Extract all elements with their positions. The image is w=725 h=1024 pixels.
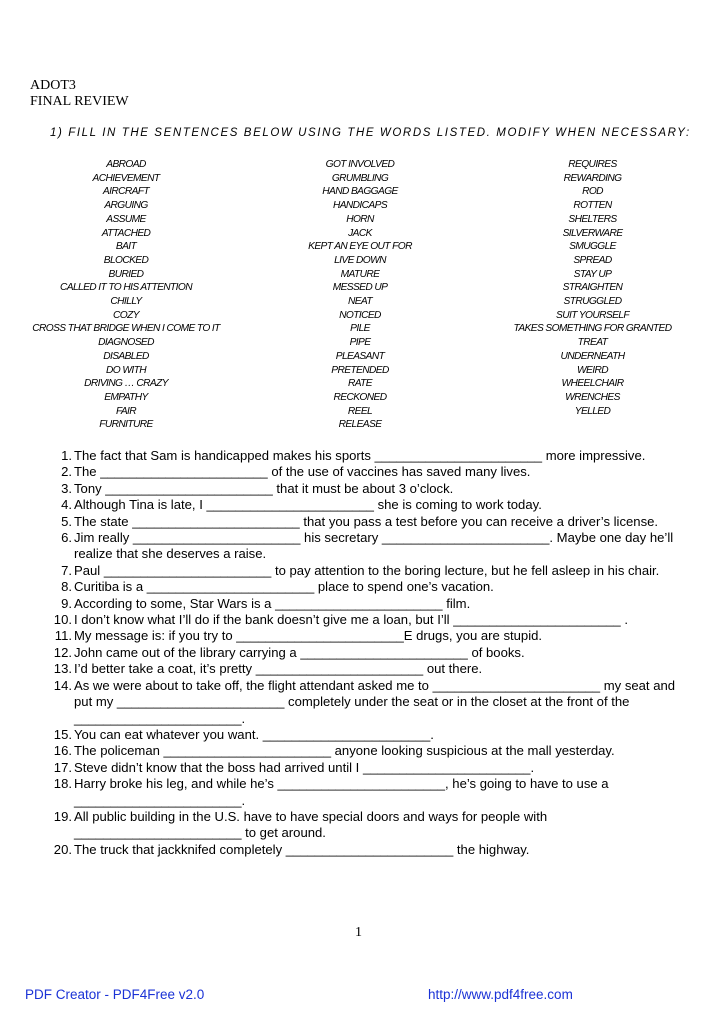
document-header <box>30 78 129 110</box>
word-list-item: MESSED UP <box>332 282 388 294</box>
exercise-sentence: Jim really _______________________ his secretary _______________________. Maybe one day he’ll realize that she deserves a raise. <box>74 530 674 562</box>
exercise-number: 13. <box>53 661 72 677</box>
exercise-item <box>48 497 678 513</box>
word-list-item: ASSUME <box>106 213 146 225</box>
exercise-sentence: The truck that jackknifed completely _______________________ the highway. <box>74 841 530 857</box>
exercise-number: 14. <box>53 677 72 693</box>
word-list-item: UNDERNEATH <box>560 350 625 362</box>
word-list-item: MATURE <box>340 268 380 280</box>
word-list-item: ROTTEN <box>573 200 612 212</box>
exercise-number: 15. <box>53 726 72 742</box>
exercise-item <box>48 563 678 579</box>
exercise-number: 16. <box>53 743 72 759</box>
exercise-sentence: Although Tina is late, I _______________________ she is coming to work today. <box>74 497 542 513</box>
word-list-item: NOTICED <box>339 309 381 321</box>
exercise-number: 18. <box>53 776 72 792</box>
word-list-item: RATE <box>347 378 372 390</box>
word-list-item: JACK <box>348 227 372 239</box>
exercise-item <box>48 481 678 497</box>
exercise-sentence: You can eat whatever you want. _______________________. <box>74 726 434 742</box>
exercise-sentence: Paul _______________________ to pay attention to the boring lecture, but he fell asleep in his chair. <box>74 562 660 578</box>
exercise-list <box>48 448 678 858</box>
exercise-sentence: The state _______________________ that you pass a test before you can receive a driver’s license. <box>74 513 659 529</box>
exercise-item <box>48 743 678 759</box>
exercise-item <box>48 727 678 743</box>
exercise-sentence: Curitiba is a _______________________ place to spend one’s vacation. <box>74 579 494 595</box>
exercise-number: 5. <box>61 513 72 529</box>
word-list-item: REEL <box>347 405 373 417</box>
exercise-sentence: Harry broke his leg, and while he’s _______________________, he’s going to have to use a _______________________. <box>74 776 609 808</box>
word-list-item: DISABLED <box>103 350 149 362</box>
exercise-number: 4. <box>61 497 72 513</box>
exercise-item <box>48 596 678 612</box>
word-list-item: WRENCHES <box>565 391 620 403</box>
course-code: ADOT3 <box>30 78 76 93</box>
exercise-sentence: Steve didn’t know that the boss had arrived until I _______________________. <box>74 759 535 775</box>
word-list-item: PLEASANT <box>335 350 385 362</box>
word-list-item: DO WITH <box>106 364 146 376</box>
word-list-item: REWARDING <box>563 172 622 184</box>
word-list-item: REQUIRES <box>568 159 617 170</box>
word-list-item: DRIVING … CRAZY <box>84 378 168 390</box>
word-list-item: ARGUING <box>104 200 148 212</box>
exercise-number: 12. <box>53 644 72 660</box>
exercise-item <box>48 464 678 480</box>
word-list-item: SPREAD <box>573 254 612 266</box>
footer-website-link[interactable]: http://www.pdf4free.com <box>428 987 573 1002</box>
word-list-item: ROD <box>582 186 603 198</box>
word-list-item: KEPT AN EYE OUT FOR <box>308 241 412 253</box>
word-list-item: FURNITURE <box>99 419 153 431</box>
word-column-1 <box>32 158 220 432</box>
word-list-item: EMPATHY <box>104 391 148 403</box>
word-list-item: DIAGNOSED <box>98 337 154 349</box>
exercise-number: 10. <box>53 612 72 628</box>
word-list-item: GRUMBLING <box>331 172 389 184</box>
word-list-item: CALLED IT TO HIS ATTENTION <box>60 282 192 294</box>
exercise-sentence: I don’t know what I’ll do if the bank doesn’t give me a loan, but I’ll _______________________ . <box>74 612 628 628</box>
exercise-sentence: The fact that Sam is handicapped makes his sports _______________________ more impressive. <box>74 448 646 463</box>
word-list-item: CHILLY <box>110 296 142 308</box>
footer-creator-text: PDF Creator - PDF4Free v2.0 <box>25 987 205 1002</box>
exercise-item <box>48 809 678 842</box>
word-list-item: HORN <box>346 213 374 225</box>
word-list-item: SHELTERS <box>568 213 617 225</box>
word-list-item: RECKONED <box>333 391 387 403</box>
word-list-item: HAND BAGGAGE <box>322 186 398 198</box>
word-list-item: ATTACHED <box>101 227 151 239</box>
word-list-item: TAKES SOMETHING FOR GRANTED <box>513 323 672 335</box>
word-list-item: SMUGGLE <box>569 241 616 253</box>
document-title: FINAL REVIEW <box>30 94 129 109</box>
word-list-item: STAY UP <box>573 268 612 280</box>
exercise-number: 19. <box>53 808 72 824</box>
word-list-item: SUIT YOURSELF <box>556 309 629 321</box>
word-list-item: CROSS THAT BRIDGE WHEN I COME TO IT <box>32 323 220 335</box>
word-list-item: LIVE DOWN <box>334 254 386 266</box>
exercise-item <box>48 760 678 776</box>
exercise-item <box>48 448 678 464</box>
word-list-item: SILVERWARE <box>562 227 623 239</box>
word-list-item: GOT INVOLVED <box>325 159 395 170</box>
exercise-number: 7. <box>61 562 72 578</box>
word-column-3 <box>510 158 675 418</box>
exercise-item <box>48 628 678 644</box>
word-list-item: WEIRD <box>577 364 608 376</box>
exercise-sentence: The policeman _______________________ anyone looking suspicious at the mall yesterday. <box>74 743 615 759</box>
exercise-item <box>48 661 678 677</box>
exercise-number: 9. <box>61 595 72 611</box>
word-list-item: STRAIGHTEN <box>562 282 623 294</box>
exercise-number: 6. <box>61 530 72 546</box>
exercise-number: 2. <box>61 464 72 480</box>
word-list-item: YELLED <box>574 405 611 417</box>
word-list-item: BAIT <box>115 241 137 253</box>
exercise-item <box>48 776 678 809</box>
exercise-item <box>48 579 678 595</box>
exercise-number: 20. <box>53 841 72 857</box>
exercise-number: 11. <box>54 628 72 644</box>
instruction-heading: 1) FILL IN THE SENTENCES BELOW USING THE WORDS LISTED. MODIFY WHEN NECESSARY: <box>50 127 691 139</box>
word-list-item: HANDICAPS <box>332 200 388 212</box>
exercise-sentence: The _______________________ of the use of vaccines has saved many lives. <box>74 464 531 480</box>
exercise-sentence: Tony _______________________ that it must be about 3 o’clock. <box>74 480 454 496</box>
exercise-sentence: All public building in the U.S. have to have special doors and ways for people with _______________________ to get around. <box>74 808 548 841</box>
word-list-item: PILE <box>350 323 370 335</box>
exercise-number: 17. <box>53 759 72 775</box>
exercise-item <box>48 842 678 858</box>
word-column-2 <box>290 158 430 432</box>
word-list-item: FAIR <box>115 405 137 417</box>
word-list-item: PIPE <box>349 337 371 349</box>
word-list-item: PRETENDED <box>331 364 389 376</box>
word-list-item: COZY <box>113 309 139 321</box>
word-list-item: TREAT <box>577 337 608 349</box>
word-list-item: ABROAD <box>106 159 146 170</box>
exercise-sentence: According to some, Star Wars is a _______________________ film. <box>74 595 471 611</box>
word-list-item: AIRCRAFT <box>102 186 150 198</box>
exercise-number: 1. <box>61 448 72 463</box>
word-list-item: ACHIEVEMENT <box>92 172 160 184</box>
exercise-sentence: John came out of the library carrying a _______________________ of books. <box>74 644 525 660</box>
word-list-item: RELEASE <box>338 419 382 431</box>
word-list-item: BURIED <box>108 268 144 280</box>
exercise-item <box>48 612 678 628</box>
page-number: 1 <box>355 925 362 940</box>
exercise-item <box>48 530 678 563</box>
exercise-item <box>48 514 678 530</box>
exercise-sentence: As we were about to take off, the flight attendant asked me to _______________________ my seat and put my _______________________ completely under the seat or in the closet at the front of the _______________________. <box>74 677 676 726</box>
word-list-item: STRUGGLED <box>563 296 622 308</box>
exercise-item <box>48 645 678 661</box>
exercise-item <box>48 678 678 727</box>
exercise-number: 3. <box>61 480 72 496</box>
exercise-sentence: I’d better take a coat, it’s pretty _______________________ out there. <box>74 661 483 677</box>
word-list-item: BLOCKED <box>103 254 149 266</box>
exercise-number: 8. <box>61 579 72 595</box>
word-list-item: NEAT <box>347 296 372 308</box>
exercise-sentence: My message is: if you try to _______________________E drugs, you are stupid. <box>74 628 543 644</box>
word-list-item: WHEELCHAIR <box>561 378 624 390</box>
